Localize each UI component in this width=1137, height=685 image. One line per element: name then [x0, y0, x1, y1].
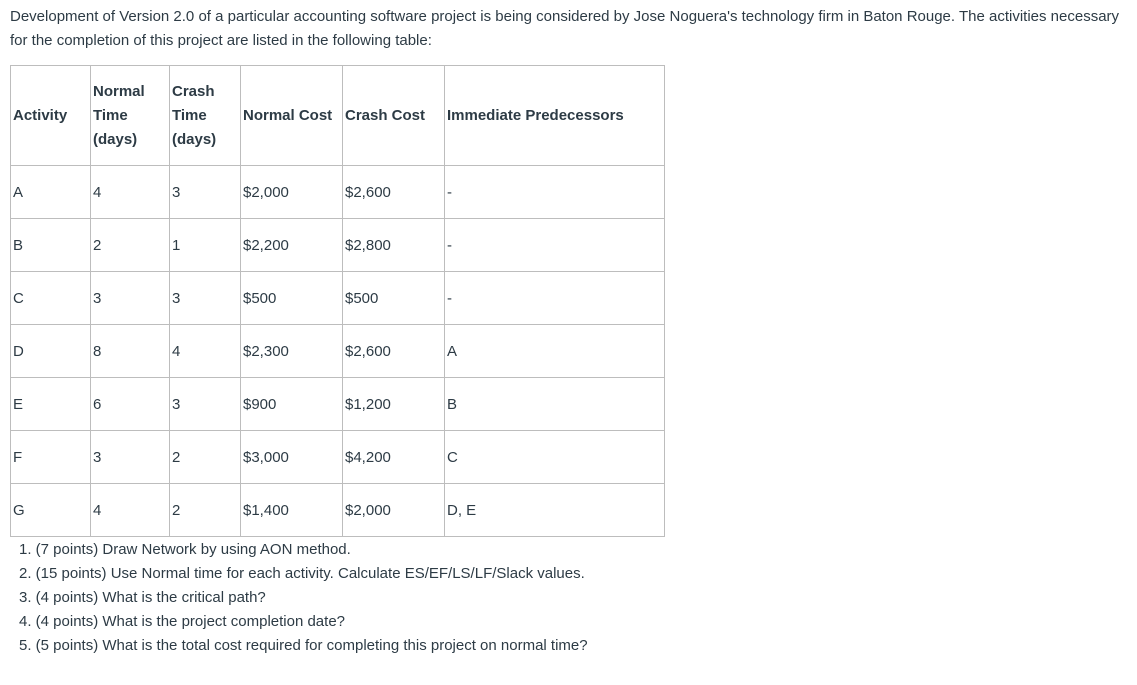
- cell-crash-time: 3: [170, 166, 241, 219]
- cell-normal-cost: $900: [241, 378, 343, 431]
- question-item: 2. (15 points) Use Normal time for each activity. Calculate ES/EF/LS/LF/Slack values.: [19, 565, 585, 582]
- cell-normal-time: 3: [91, 431, 170, 484]
- header-crash-cost: Crash Cost: [343, 66, 445, 166]
- cell-activity: G: [11, 484, 91, 537]
- table-row: [11, 431, 665, 484]
- cell-normal-cost: $3,000: [241, 431, 343, 484]
- table-header-row: [11, 66, 665, 166]
- cell-predecessors: D, E: [445, 484, 665, 537]
- cell-normal-time: 6: [91, 378, 170, 431]
- question-list: [19, 538, 588, 658]
- question-item: 1. (7 points) Draw Network by using AON method.: [19, 541, 351, 558]
- cell-normal-cost: $2,300: [241, 325, 343, 378]
- cell-crash-cost: $2,600: [343, 325, 445, 378]
- header-crash-time-line1: Crash: [172, 82, 215, 100]
- question-item: 4. (4 points) What is the project completion date?: [19, 613, 346, 630]
- cell-activity: A: [11, 166, 91, 219]
- cell-predecessors: -: [445, 272, 665, 325]
- cell-crash-cost: $500: [343, 272, 445, 325]
- cell-activity: F: [11, 431, 91, 484]
- cell-crash-time: 4: [170, 325, 241, 378]
- cell-normal-cost: $500: [241, 272, 343, 325]
- cell-predecessors: B: [445, 378, 665, 431]
- cell-activity: E: [11, 378, 91, 431]
- intro-paragraph: Development of Version 2.0 of a particular accounting software project is being considered by Jose Noguera's technology firm in Baton Rouge. The activities necessary for the completion of this project are listed in the following table:: [10, 8, 1120, 49]
- header-normal-time-line1: Normal: [93, 82, 145, 100]
- cell-normal-cost: $2,200: [241, 219, 343, 272]
- table-row: [11, 219, 665, 272]
- cell-crash-time: 1: [170, 219, 241, 272]
- cell-crash-time: 2: [170, 431, 241, 484]
- cell-normal-time: 2: [91, 219, 170, 272]
- cell-normal-cost: $1,400: [241, 484, 343, 537]
- question-item: 3. (4 points) What is the critical path?: [19, 589, 266, 606]
- cell-crash-cost: $1,200: [343, 378, 445, 431]
- cell-crash-cost: $2,800: [343, 219, 445, 272]
- header-crash-time-line3: (days): [172, 130, 217, 148]
- cell-activity: D: [11, 325, 91, 378]
- cell-normal-time: 8: [91, 325, 170, 378]
- table-row: [11, 272, 665, 325]
- cell-predecessors: A: [445, 325, 665, 378]
- activity-table: [10, 65, 665, 537]
- cell-crash-cost: $2,000: [343, 484, 445, 537]
- header-normal-time-line3: (days): [93, 130, 138, 148]
- header-normal-cost: Normal Cost: [241, 66, 343, 166]
- header-crash-time: [170, 66, 241, 166]
- cell-activity: B: [11, 219, 91, 272]
- header-normal-time-line2: Time: [93, 106, 128, 124]
- table-row: [11, 166, 665, 219]
- header-activity: Activity: [11, 66, 91, 166]
- header-normal-time: [91, 66, 170, 166]
- cell-predecessors: -: [445, 219, 665, 272]
- cell-normal-time: 3: [91, 272, 170, 325]
- cell-normal-cost: $2,000: [241, 166, 343, 219]
- table-row: [11, 484, 665, 537]
- header-crash-time-line2: Time: [172, 106, 207, 124]
- cell-predecessors: C: [445, 431, 665, 484]
- cell-activity: C: [11, 272, 91, 325]
- cell-crash-time: 3: [170, 378, 241, 431]
- cell-predecessors: -: [445, 166, 665, 219]
- cell-normal-time: 4: [91, 484, 170, 537]
- table-row: [11, 325, 665, 378]
- question-item: 5. (5 points) What is the total cost required for completing this project on normal time?: [19, 637, 588, 654]
- cell-normal-time: 4: [91, 166, 170, 219]
- cell-crash-time: 2: [170, 484, 241, 537]
- table-row: [11, 378, 665, 431]
- cell-crash-cost: $4,200: [343, 431, 445, 484]
- cell-crash-cost: $2,600: [343, 166, 445, 219]
- cell-crash-time: 3: [170, 272, 241, 325]
- header-predecessors: Immediate Predecessors: [445, 66, 665, 166]
